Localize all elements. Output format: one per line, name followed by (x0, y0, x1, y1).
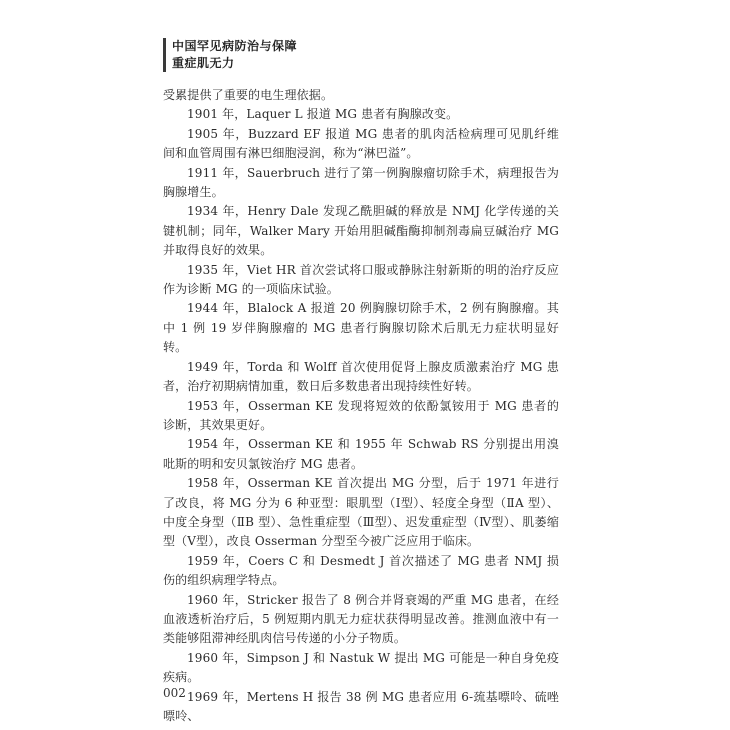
paragraph: 1905 年，Buzzard EF 报道 MG 患者的肌肉活检病理可见肌纤维间和血管周围有淋巴细胞浸润，称为“淋巴溢”。 (163, 126, 559, 161)
paragraph: 1934 年，Henry Dale 发现乙酰胆碱的释放是 NMJ 化学传递的关键机制；同年，Walker Mary 开始用胆碱酯酶抑制剂毒扁豆碱治疗 MG 并取得良好的效果。 (163, 204, 559, 258)
paragraph: 1901 年，Laquer L 报道 MG 患者有胸腺改变。 (187, 107, 459, 122)
paragraph: 1935 年，Viet HR 首次尝试将口服或静脉注射新斯的明的治疗反应作为诊断 MG 的一项临床试验。 (163, 262, 559, 297)
paragraph: 1960 年，Stricker 报告了 8 例合并肾衰竭的严重 MG 患者，在经血液透析治疗后，5 例短期内肌无力症状获得明显改善。推测血液中有一类能够阻滞神经肌肉信号传递的小分子物质。 (163, 592, 559, 646)
paragraph: 1911 年，Sauerbruch 进行了第一例胸腺瘤切除手术，病理报告为胸腺增生。 (163, 165, 559, 200)
paragraph: 1944 年，Blalock A 报道 20 例胸腺切除手术，2 例有胸腺瘤。其中 1 例 19 岁伴胸腺瘤的 MG 患者行胸腺切除术后肌无力症状明显好转。 (163, 301, 559, 355)
paragraph: 1954 年，Osserman KE 和 1955 年 Schwab RS 分别提出用溴吡斯的明和安贝氯铵治疗 MG 患者。 (163, 437, 559, 471)
paragraph: 受累提供了重要的电生理依据。 (163, 88, 334, 102)
paragraph: 1953 年，Osserman KE 发现将短效的依酚氯铵用于 MG 患者的诊断，其效果更好。 (163, 398, 559, 432)
paragraph: 1960 年，Simpson J 和 Nastuk W 提出 MG 可能是一种自身免疫疾病。 (163, 650, 559, 685)
running-header (163, 38, 297, 72)
body-text (163, 86, 559, 726)
paragraph: 1969 年，Mertens H 报告 38 例 MG 患者应用 6-巯基嘌呤、硫唑嘌呤、 (163, 689, 559, 723)
paragraph: 1959 年，Coers C 和 Desmedt J 首次描述了 MG 患者 NMJ 损伤的组织病理学特点。 (163, 553, 559, 588)
series-title: 中国罕见病防治与保障 (172, 39, 298, 53)
book-title: 重症肌无力 (172, 56, 235, 70)
paragraph: 1958 年，Osserman KE 首次提出 MG 分型，后于 1971 年进行了改良，将 MG 分为 6 种亚型：眼肌型（Ⅰ型）、轻度全身型（ⅡA 型）、中度全身型（ⅡB 型）、急性重症型（Ⅲ型）、迟发重症型（Ⅳ型）、肌萎缩型（Ⅴ型），改良 Osserman 分型至今被广泛应用于临床。 (163, 476, 559, 549)
paragraph: 1949 年，Torda 和 Wolff 首次使用促肾上腺皮质激素治疗 MG 患者，治疗初期病情加重，数日后多数患者出现持续性好转。 (163, 359, 559, 394)
page-number: 002 (163, 686, 186, 700)
